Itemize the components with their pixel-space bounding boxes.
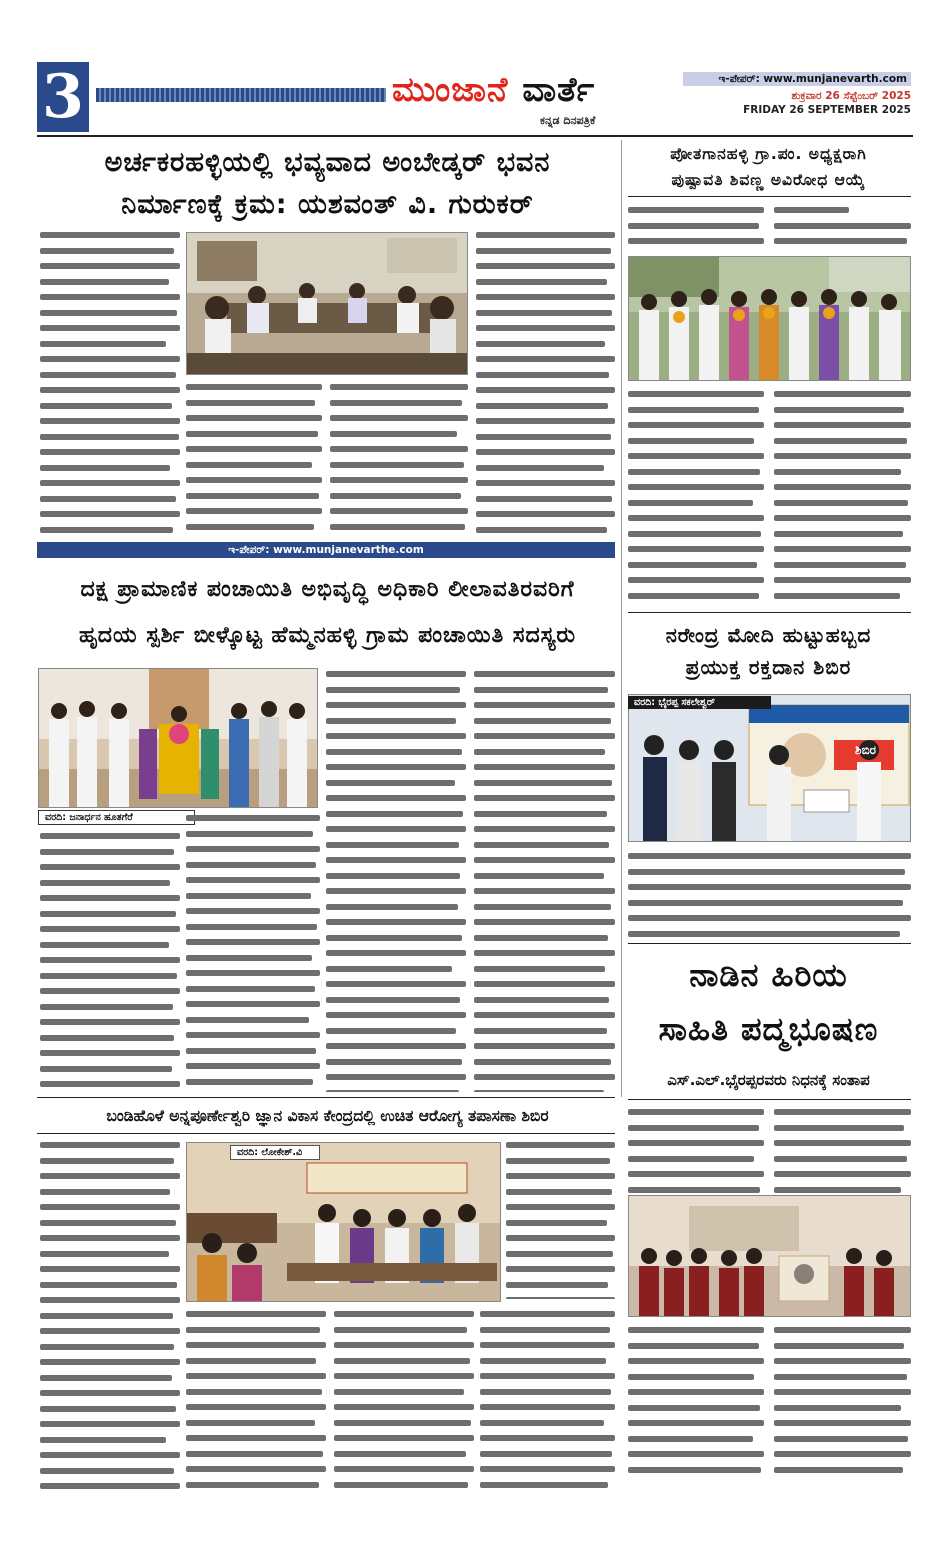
padma-body-top2 bbox=[774, 1106, 911, 1198]
blood-donation-photo bbox=[628, 694, 911, 842]
padma-headline-line2[interactable]: ಸಾಹಿತಿ ಪದ್ಮಭೂಷಣ bbox=[658, 1010, 879, 1048]
health-camp-body-col2 bbox=[186, 1308, 326, 1489]
ambedkar-body-col4 bbox=[476, 229, 615, 536]
date-english: FRIDAY 26 SEPTEMBER 2025 bbox=[743, 104, 911, 116]
epaper-banner[interactable]: ಇ-ಪೇಪರ್: www.munjanevarthe.com bbox=[37, 542, 615, 558]
ambedkar-headline-line1[interactable]: ಅರ್ಚಕರಹಳ್ಳಿಯಲ್ಲಿ ಭವ್ಯವಾದ ಅಂಬೇಡ್ಕರ್ ಭವನ bbox=[104, 147, 551, 178]
garlanded-group-image bbox=[629, 257, 911, 381]
meeting-scene-image bbox=[187, 233, 468, 375]
title-part1: ಮುಂಜಾನೆ bbox=[392, 70, 509, 110]
blood-donation-photo-caption: ವರದಿ: ಭೈರಪ್ಪ ಸಕಲೇಶ್ವರ್ bbox=[628, 696, 771, 709]
pothaganahalli-body-top2 bbox=[774, 204, 911, 254]
padma-subhead[interactable]: ಎಸ್.ಎಲ್.ಭೈರಪ್ಪರವರು ನಿಧನಕ್ಕೆ ಸಂತಾಪ bbox=[667, 1071, 870, 1089]
farewell-ceremony-image bbox=[39, 669, 318, 808]
health-camp-body-col3 bbox=[334, 1308, 474, 1489]
pothaganahalli-body-col1 bbox=[628, 388, 764, 608]
blood-donation-body bbox=[628, 850, 911, 940]
blood-donation-headline-line1[interactable]: ನರೇಂದ್ರ ಮೋದಿ ಹುಟ್ಟುಹಬ್ಬದ bbox=[665, 623, 872, 647]
health-camp-body-col-right bbox=[506, 1139, 615, 1299]
pothaganahalli-body-top1 bbox=[628, 204, 764, 254]
epaper-url[interactable]: ಇ-ಪೇಪರ್: www.munjanevarth.com bbox=[683, 72, 911, 86]
blood-donation-headline-line2[interactable]: ಪ್ರಯುಕ್ತ ರಕ್ತದಾನ ಶಿಬಿರ bbox=[685, 655, 852, 679]
health-camp-body-col1 bbox=[40, 1139, 180, 1489]
column-divider bbox=[621, 140, 622, 1097]
padma-top-rule bbox=[628, 943, 911, 944]
blood-camp-image bbox=[629, 695, 911, 842]
pothaganahalli-headline-line2[interactable]: ಪುಷ್ಪಾವತಿ ಶಿವಣ್ಣ ಅವಿರೋಧ ಆಯ್ಕೆ bbox=[671, 171, 866, 189]
title-part2: ವಾರ್ತೆ bbox=[522, 70, 596, 110]
padma-tribute-photo bbox=[628, 1195, 911, 1317]
tribute-gathering-image bbox=[629, 1196, 911, 1317]
padma-body-top1 bbox=[628, 1106, 764, 1198]
pothaganahalli-headline-line1[interactable]: ಪೋತಗಾನಹಳ್ಳಿ ಗ್ರಾ.ಪಂ. ಅಧ್ಯಕ್ಷರಾಗಿ bbox=[670, 145, 867, 163]
health-camp-headline[interactable]: ಬಂಡಿಹೊಳೆ ಅನ್ನಪೂರ್ಣೇಶ್ವರಿ ಜ್ಞಾನ ವಿಕಾಸ ಕೇಂದ್ರದಲ್ಲಿ ಉಚಿತ ಆರೋಗ್ಯ ತಪಾಸಣಾ ಶಿಬಿರ bbox=[106, 1107, 549, 1125]
pothaganahalli-group-photo bbox=[628, 256, 911, 381]
masthead-rule bbox=[37, 135, 913, 137]
leelavathi-farewell-photo bbox=[38, 668, 318, 808]
leelavathi-body-col2 bbox=[186, 812, 320, 1092]
health-camp-gathering-image bbox=[187, 1143, 501, 1302]
leelavathi-body-col4 bbox=[474, 668, 615, 1092]
ambedkar-body-col1 bbox=[40, 229, 180, 534]
padma-headline-line1[interactable]: ನಾಡಿನ ಹಿರಿಯ bbox=[689, 956, 848, 994]
date-kannada: ಶುಕ್ರವಾರ 26 ಸೆಪ್ಟೆಂಬರ್ 2025 bbox=[791, 90, 911, 102]
health-camp-top-rule bbox=[37, 1097, 615, 1098]
leelavathi-body-col3 bbox=[326, 668, 466, 1092]
page-number: 3 bbox=[37, 62, 89, 132]
health-camp-photo bbox=[186, 1142, 501, 1302]
padma-body-col2 bbox=[774, 1324, 911, 1474]
leelavathi-photo-caption: ವರದಿ: ಜನಾರ್ಧನ ಹೂತಗೆರೆ bbox=[38, 810, 195, 825]
ambedkar-meeting-photo bbox=[186, 232, 468, 375]
masthead-decorative-bar bbox=[96, 88, 386, 102]
ambedkar-headline-line2[interactable]: ನಿರ್ಮಾಣಕ್ಕೆ ಕ್ರಮ: ಯಶವಂತ್ ವಿ. ಗುರುಕರ್ bbox=[121, 189, 534, 220]
newspaper-title bbox=[392, 70, 682, 114]
newspaper-subtitle: ಕನ್ನಡ ದಿನಪತ್ರಿಕೆ bbox=[540, 114, 596, 127]
health-camp-sub-rule bbox=[37, 1133, 615, 1134]
pothaganahalli-body-col2 bbox=[774, 388, 911, 608]
ambedkar-body-col3 bbox=[330, 381, 468, 536]
leelavathi-headline-line2[interactable]: ಹೃದಯ ಸ್ಪರ್ಶಿ ಬೀಳ್ಕೊಟ್ಟ ಹೆಮ್ಮನಹಳ್ಳಿ ಗ್ರಾಮ ಪಂಚಾಯಿತಿ ಸದಸ್ಯರು bbox=[78, 623, 577, 648]
health-camp-body-col4 bbox=[480, 1308, 615, 1489]
blood-camp-banner-text: ಶಿಬಿರ bbox=[855, 743, 876, 757]
blood-donation-top-rule bbox=[628, 612, 911, 613]
padma-body-col1 bbox=[628, 1324, 764, 1474]
padma-sub-rule bbox=[628, 1099, 911, 1100]
pothaganahalli-rule bbox=[628, 196, 911, 197]
ambedkar-body-col2 bbox=[186, 381, 322, 536]
leelavathi-headline-line1[interactable]: ದಕ್ಷ ಪ್ರಾಮಾಣಿಕ ಪಂಚಾಯಿತಿ ಅಭಿವೃದ್ಧಿ ಅಧಿಕಾರಿ ಲೀಲಾವತಿರವರಿಗೆ bbox=[80, 577, 575, 602]
health-camp-photo-caption: ವರದಿ: ಲೋಕೇಶ್.ವಿ bbox=[230, 1145, 320, 1160]
leelavathi-body-col1 bbox=[40, 830, 180, 1092]
